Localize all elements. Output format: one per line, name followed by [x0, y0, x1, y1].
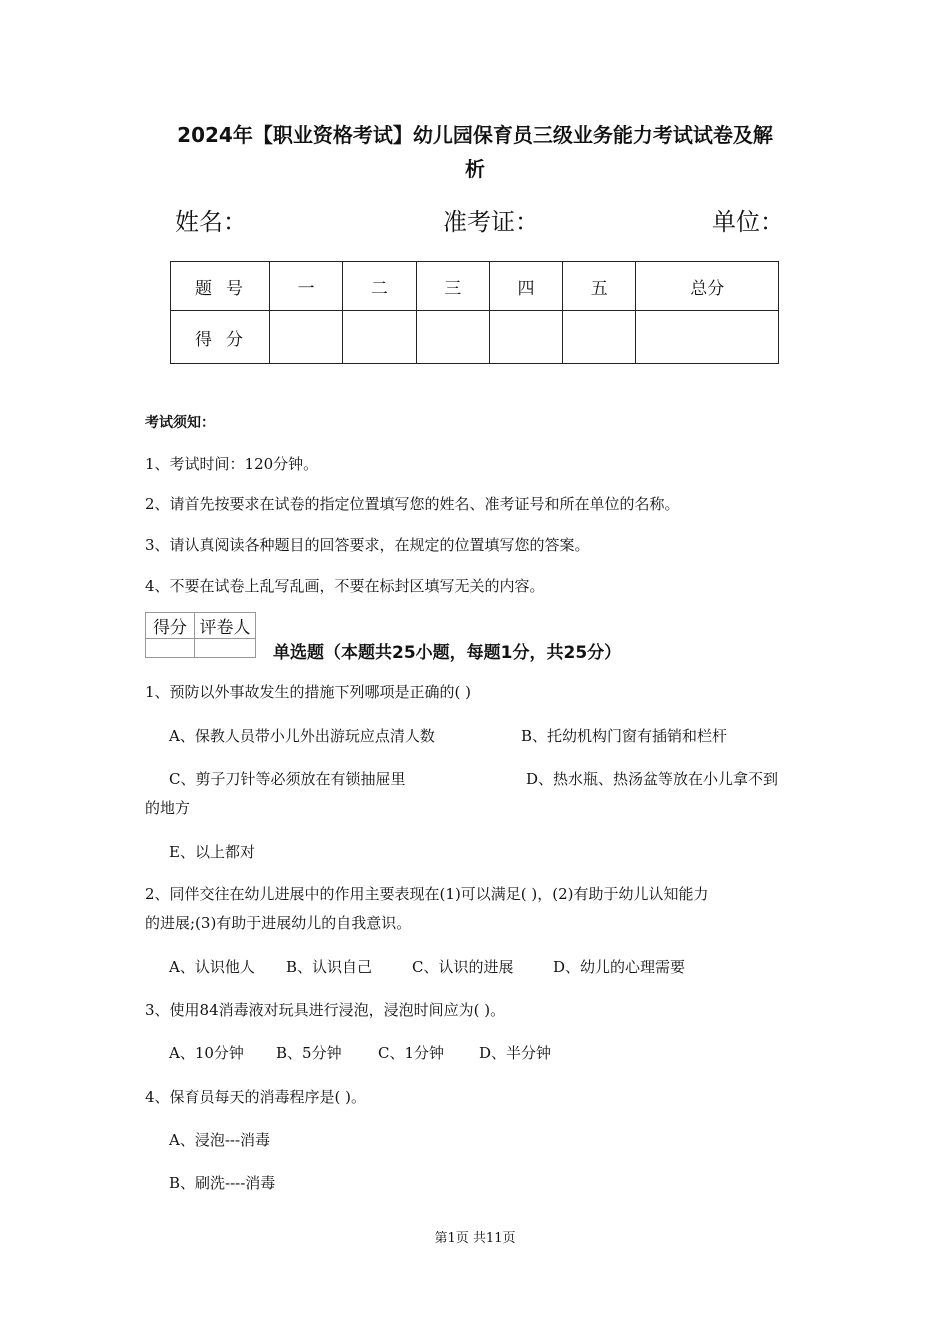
- name-label: 姓名：: [175, 208, 247, 236]
- page-footer: 第1页 共11页: [434, 1231, 516, 1246]
- question-1-option-d: D、热水瓶、热汤盆等放在小儿拿不到: [526, 770, 779, 788]
- question-1-option-b: B、托幼机构门窗有插销和栏杆: [521, 727, 728, 745]
- score-input-cell[interactable]: [416, 311, 489, 364]
- question-1-option-d-cont: 的地方: [145, 799, 191, 817]
- grader-name-label: 评卷人: [195, 613, 256, 639]
- score-input-cell[interactable]: [563, 311, 636, 364]
- score-input-cell[interactable]: [343, 311, 416, 364]
- notice-item: 2、请首先按要求在试卷的指定位置填写您的姓名、准考证号和所在单位的名称。: [145, 495, 680, 513]
- grader-name-cell[interactable]: [195, 639, 256, 658]
- grader-score-label: 得分: [146, 613, 195, 639]
- notice-item: 4、不要在试卷上乱写乱画，不要在标封区填写无关的内容。: [145, 577, 545, 595]
- question-1-option-c: C、剪子刀针等必须放在有锁抽屉里: [169, 770, 406, 788]
- score-table: [170, 261, 779, 364]
- question-2-stem-cont: 的进展;(3)有助于进展幼儿的自我意识。: [145, 914, 412, 932]
- question-4-stem: 4、保育员每天的消毒程序是( )。: [145, 1088, 367, 1106]
- question-3-option-d: D、半分钟: [479, 1044, 552, 1062]
- score-table-cell: 四: [489, 262, 562, 311]
- title-line-1: 2024年【职业资格考试】幼儿园保育员三级业务能力考试试卷及解: [177, 123, 773, 147]
- question-3-stem: 3、使用84消毒液对玩具进行浸泡，浸泡时间应为( )。: [145, 1001, 506, 1019]
- question-1-option-e: E、以上都对: [169, 843, 255, 861]
- question-2-stem: 2、同伴交往在幼儿进展中的作用主要表现在(1)可以满足( )，(2)有助于幼儿认知能力: [145, 885, 709, 903]
- score-table-cell: 三: [416, 262, 489, 311]
- notice-heading: 考试须知：: [145, 415, 215, 431]
- notice-item: 3、请认真阅读各种题目的回答要求，在规定的位置填写您的答案。: [145, 536, 590, 554]
- question-1-option-a: A、保教人员带小儿外出游玩应点清人数: [169, 727, 435, 745]
- score-table-cell: 五: [563, 262, 636, 311]
- unit-label: 单位：: [712, 208, 784, 236]
- score-table-cell: 题号: [171, 262, 270, 311]
- question-3-option-b: B、5分钟: [276, 1044, 342, 1062]
- score-row-label: 得分: [171, 311, 270, 364]
- exam-id-label: 准考证：: [443, 208, 539, 236]
- notice-item: 1、考试时间：120分钟。: [145, 455, 319, 473]
- question-4-option-a: A、浸泡---消毒: [169, 1131, 271, 1149]
- score-table-header-row: [171, 262, 779, 311]
- question-1-stem: 1、预防以外事故发生的措施下列哪项是正确的( ): [145, 683, 472, 701]
- section-title: 单选题（本题共25小题，每题1分，共25分）: [273, 643, 622, 663]
- score-table-cell: 一: [270, 262, 343, 311]
- title-line-2: 析: [465, 157, 485, 181]
- question-2-option-d: D、幼儿的心理需要: [553, 958, 686, 976]
- score-input-cell[interactable]: [636, 311, 779, 364]
- score-table-cell: 二: [343, 262, 416, 311]
- grader-box: [145, 612, 256, 658]
- question-3-option-c: C、1分钟: [378, 1044, 445, 1062]
- question-3-option-a: A、10分钟: [169, 1044, 244, 1062]
- question-2-option-b: B、认识自己: [286, 958, 373, 976]
- score-table-cell: 总分: [636, 262, 779, 311]
- score-table-score-row: [171, 311, 779, 364]
- question-2-option-a: A、认识他人: [169, 958, 255, 976]
- question-2-option-c: C、认识的进展: [412, 958, 514, 976]
- score-input-cell[interactable]: [489, 311, 562, 364]
- document-title: [140, 118, 810, 186]
- question-4-option-b: B、刷洗----消毒: [169, 1174, 276, 1192]
- grader-score-cell[interactable]: [146, 639, 195, 658]
- score-input-cell[interactable]: [270, 311, 343, 364]
